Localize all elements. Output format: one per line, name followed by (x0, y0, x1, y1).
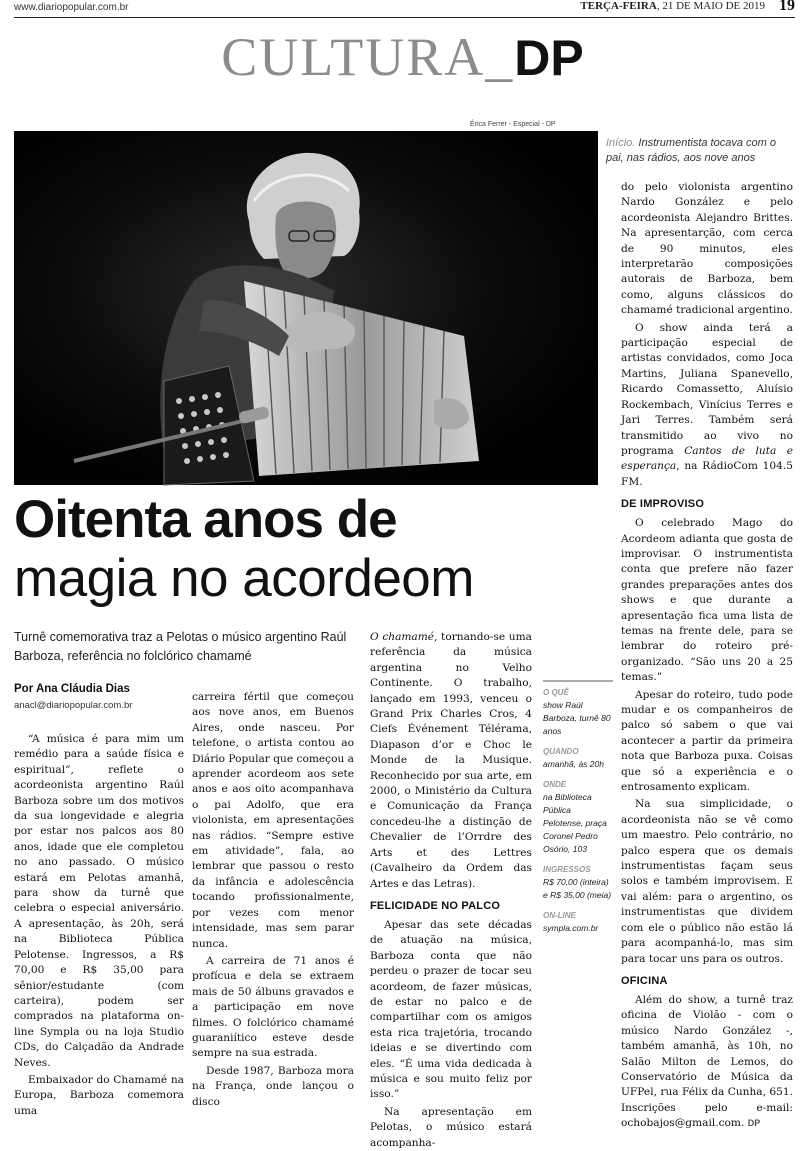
paragraph: O celebrado Mago do Acordeom adianta que gosta de improvisar. O instrumentista conta que prefere não fazer grandes preparações antes dos shows e que durante a apresentação fica uma lista de temas na frente dele, para se lembrar do roteiro pré-organizado. “São uns 20 a 25 temas.” (621, 517, 793, 684)
caption-tag: Início. (606, 137, 636, 149)
radio-program-title: Cantos de luta e esperança (621, 444, 793, 473)
subheading-felicidade: FELICIDADE NO PALCO (370, 899, 501, 912)
paragraph: “A música é para mim um remédio para a saúde física e espiritual”, reflete o acordeonista argentino Raúl Barboza sobre um dos motivos da sua longevidade e alegria por estar nos palcos aos 80 anos, idade que ele completou no ano passado. O músico estará em Pelotas amanhã, para show da turnê que celebra o especial aniversário. A apresentação, às 20h, será na Biblioteca Pública Pelotense. Ingressos, a R$ 70,00 e R$ 35,00 para sênior/estudante (com carteira), podem ser comprados na plataforma on-line Sympla ou na loja Studio CDs, do Calçadão da Andrade Neves. (14, 733, 184, 1069)
article-column-1 (14, 732, 184, 1117)
paragraph (370, 630, 532, 892)
article-column-2 (192, 690, 354, 1108)
paragraph: carreira fértil que começou aos nove anos, em Buenos Aires, onde nasceu. Por telefone, o artista contou ao Diário Popular que começou a aprender acordeom aos sete anos e aos oito acompanhava o pai Adolfo, que era violonista, em apresentações nas rádios. “Sempre estive em atividade”, fala, ao lembrar que passou o resto da infância e adolescência tocando profissionalmente, por vezes com menor intensidade, mas sem parar nunca. (192, 691, 354, 950)
photo-credit: Érica Ferrer - Especial - DP (470, 121, 556, 128)
subheading-improviso: DE IMPROVISO (621, 498, 705, 511)
accordionist-photo-illustration (14, 131, 598, 485)
section-logo-mark: DP (514, 30, 584, 86)
info-item-when (543, 747, 613, 771)
info-value-link[interactable]: sympla.com.br (543, 923, 599, 933)
section-title (0, 26, 805, 88)
paragraph: Apesar das sete décadas de atuação na música, Barboza conta que não perdeu o prazer de tocar seu acordeom, de fazer músicas, de estar no palco e de compartilhar com os amigos esta rica trajetória, trocando ideias e se divertindo com eles. “É uma vida dedicada à música e sou muito feliz por isso.” (370, 918, 532, 1101)
info-value: show Raúl Barboza, turnê 80 anos (543, 700, 611, 736)
info-value: na Biblioteca Pública Pelotense, praça Coronel Pedro Osório, 103 (543, 792, 607, 854)
paragraph: Desde 1987, Barboza mora na França, onde lançou o disco (192, 1064, 354, 1108)
page-header (14, 0, 795, 18)
article-photo (14, 131, 598, 485)
info-item-what (543, 688, 613, 738)
article-subtitle: Turnê comemorativa traz a Pelotas o músico argentino Raúl Barboza, referência no folclórico chamamé (14, 630, 347, 663)
headline-line-1: Oitenta anos de (14, 490, 397, 549)
event-info-box (543, 680, 613, 944)
headline (14, 490, 599, 608)
end-mark: DP (747, 1118, 761, 1129)
info-item-online (543, 911, 613, 935)
article-column-3 (370, 630, 532, 1149)
info-label: ONDE (543, 780, 567, 789)
article-column-4 (621, 180, 793, 1130)
paragraph: A carreira de 71 anos é profícua e dela se extraem mais de 50 álbuns gravados e a participação em nove filmes. O folclórico chamamé guaraniítico esteve desde sempre na sua estrada. (192, 954, 354, 1060)
paragraph (621, 321, 793, 490)
section-name: CULTURA_ (221, 27, 515, 87)
paragraph-text: Além do show, a turnê traz oficina de Violão - com o músico Nardo González -, também amanhã, às 10h, no Salão Milton de Lemos, do Conservatório de Música da UFPel, rua Félix da Cunha, 651. Inscrições pelo e-mail: ochobajos@gmail.com. (621, 993, 793, 1130)
info-item-tickets (543, 865, 613, 902)
paragraph-text: O show ainda terá a participação especial de artistas convidados, como Joca Martins, Juliana Spanevello, Ricardo Comassetto, Aluísio Rockembach, Vinícius Terres e Jari Terres. Também será transmitido ao vivo no programa (621, 321, 793, 457)
publication-date (580, 0, 765, 12)
subheading-oficina: OFICINA (621, 974, 668, 987)
paragraph-text: , tornando-se uma referência da música argentina no Velho Continente. O trabalho, lançado em 1993, venceu o Grand Prix Charles Cros, 4 Ciefs Événement Télérama, Diapason d’or e Choc le Monde de la Musique. Reconhecido por sua arte, em 2000, o Ministério da Cultura e Comunicação da França concedeu-lhe a distinção de Chevalier de l’Orrdre des Arts et des Lettres (Cavalheiro da Ordem das Artes e das Letras). (370, 631, 532, 890)
site-url[interactable]: www.diariopopular.com.br (14, 2, 129, 13)
headline-line-2: magia no acordeom (14, 549, 474, 608)
info-label: INGRESSOS (543, 865, 591, 874)
paragraph: Na apresentação em Pelotas, o músico estará acompanha- (370, 1105, 532, 1149)
author-email[interactable]: anacl@diariopopular.com.br (14, 700, 133, 711)
page-number: 19 (779, 0, 795, 14)
info-label: QUANDO (543, 747, 579, 756)
date-text: , 21 DE MAIO DE 2019 (656, 0, 765, 12)
info-item-where (543, 780, 613, 856)
paragraph (621, 993, 793, 1132)
paragraph: Apesar do roteiro, tudo pode mudar e os companheiros de palco só sabem o que vai acontecer a partir da primeira nota que Barboza puxa. Coisas que só a experiência e o entrosamento explicam. (621, 688, 793, 794)
paragraph: do pelo violonista argentino Nardo González e pelo acordeonista Alejandro Brittes. Na apresentarção, com cerca de 90 minutos, eles interpretarão composições autorais de Barboza, bem como, alguns clássicos do chamamé tradicional argentino. (621, 181, 793, 317)
info-label: O QUÊ (543, 688, 569, 697)
info-value: R$ 70,00 (inteira) e R$ 35,00 (meia) (543, 877, 612, 900)
paragraph-text: , na RádioCom 104.5 FM. (621, 460, 793, 488)
photo-caption (606, 136, 796, 166)
paragraph: Na sua simplicidade, o acordeonista não se vê como um maestro. Pelo contrário, no palco espera que os demais instrumentistas façam seus solos e também improvisem. E vai além: para o argentino, os instrumentistas que dividem com ele o público não estão lá para acompanhá-lo, mas sim para tocar uns para os outros. (621, 798, 793, 965)
info-label: ON-LINE (543, 911, 576, 920)
album-title: O chamamé (370, 631, 435, 643)
byline-author: Por Ana Cláudia Dias (14, 683, 130, 695)
caption-text: Instrumentista tocava com o pai, nas rádios, aos nove anos (606, 137, 776, 164)
paragraph: Embaixador do Chamamé na Europa, Barboza comemora uma (14, 1073, 184, 1117)
weekday: TERÇA-FEIRA (580, 0, 657, 12)
info-value: amanhã, às 20h (543, 759, 604, 769)
